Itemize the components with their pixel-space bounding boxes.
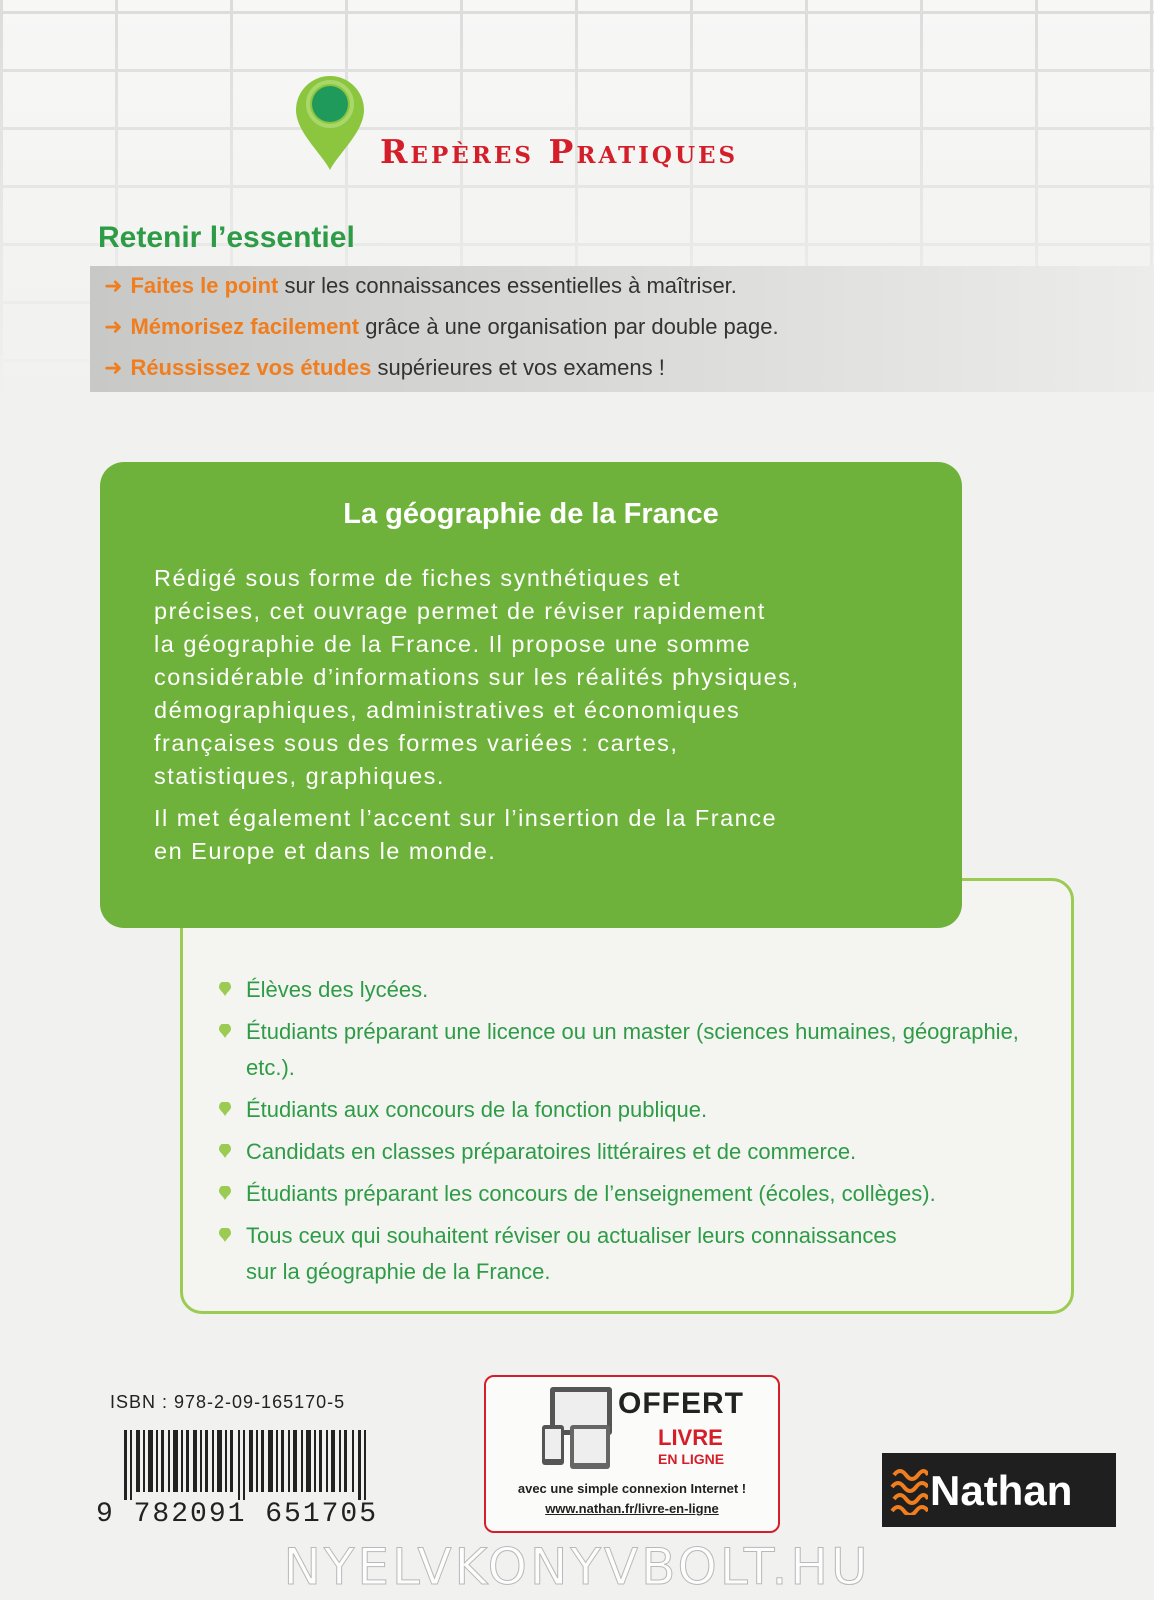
arrow-icon: ➜: [104, 273, 123, 298]
series-title: Repères Pratiques: [380, 132, 739, 171]
summary-paragraph-1: Rédigé sous forme de fiches synthétiques et précises, cet ouvrage permet de réviser rapidement la géographie de la France. Il propose une somme considérable d’informations sur les réalités physiques, démographiques, administratives et économiques françaises sous des formes variées : cartes, statistiques, graphiques.: [154, 565, 800, 789]
devices-icon: [540, 1385, 614, 1471]
nathan-logo-icon: [890, 1465, 928, 1515]
list-item: Élèves des lycées.: [214, 972, 1054, 1008]
publisher-logo: [882, 1453, 1116, 1527]
offer-title: OFFERT: [618, 1387, 744, 1420]
list-item: Étudiants préparant une licence ou un master (sciences humaines, géographie, etc.).: [214, 1014, 1054, 1086]
essential-item: ➜ Réussissez vos études supérieures et vos examens !: [104, 355, 665, 380]
list-item: Tous ceux qui souhaitent réviser ou actualiser leurs connaissances sur la géographie de la France.: [214, 1218, 1054, 1290]
bullet-drop-icon: [218, 1024, 232, 1038]
barcode-digits: 9 782091 651705: [96, 1499, 379, 1530]
offer-subtitle-2: EN LIGNE: [658, 1451, 725, 1467]
essential-item: ➜ Mémorisez facilement grâce à une organisation par double page.: [104, 314, 779, 339]
isbn-label: ISBN : 978-2-09-165170-5: [110, 1392, 346, 1412]
offer-url: www.nathan.fr/livre-en-ligne: [545, 1501, 719, 1516]
bullet-drop-icon: [218, 982, 232, 996]
section-heading: Retenir l’essentiel: [98, 221, 355, 254]
bullet-drop-icon: [218, 1186, 232, 1200]
list-item: Étudiants aux concours de la fonction publique.: [214, 1092, 1054, 1128]
bullet-drop-icon: [218, 1144, 232, 1158]
offer-subtitle: LIVRE: [658, 1425, 723, 1450]
list-item: Candidats en classes préparatoires littéraires et de commerce.: [214, 1134, 1054, 1170]
online-book-offer: [484, 1375, 780, 1533]
publisher-name: Nathan: [930, 1467, 1073, 1514]
summary-box: [100, 462, 962, 928]
audience-list: [214, 972, 1054, 1296]
barcode: [124, 1430, 370, 1500]
map-pin-icon: [292, 74, 368, 172]
list-item: Étudiants préparant les concours de l’enseignement (écoles, collèges).: [214, 1176, 1054, 1212]
arrow-icon: ➜: [104, 314, 123, 339]
bullet-drop-icon: [218, 1228, 232, 1242]
arrow-icon: ➜: [104, 355, 123, 380]
essential-item: ➜ Faites le point sur les connaissances essentielles à maîtriser.: [104, 273, 737, 298]
summary-title: La géographie de la France: [343, 498, 719, 530]
summary-paragraph-2: Il met également l’accent sur l’insertion de la France en Europe et dans le monde.: [154, 805, 778, 864]
watermark: NYELVKONYVBOLT.HU: [283, 1538, 871, 1596]
bullet-drop-icon: [218, 1102, 232, 1116]
offer-note: avec une simple connexion Internet !: [517, 1481, 747, 1496]
